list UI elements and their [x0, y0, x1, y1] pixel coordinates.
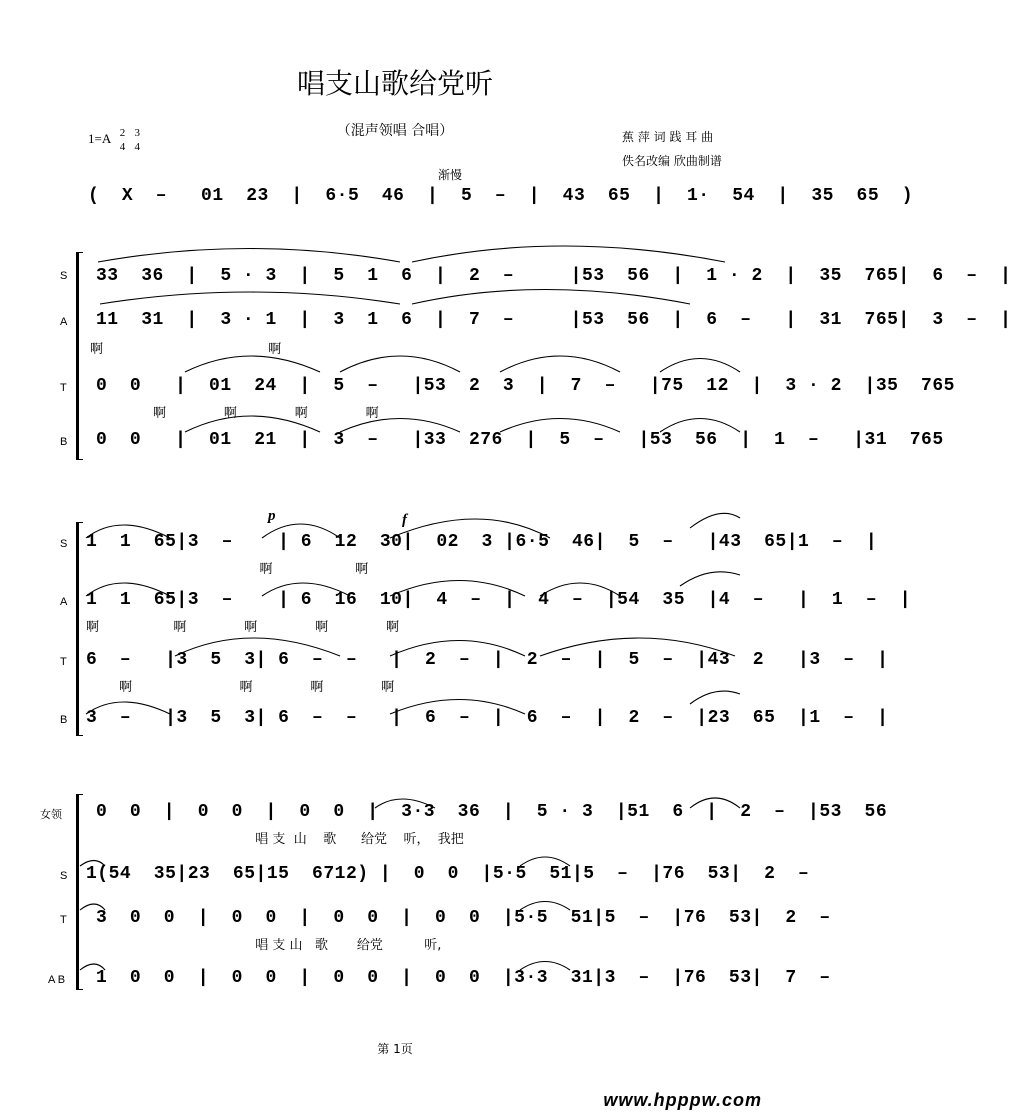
s3-soprano-line: 1(54 35|23 65|15 6712) | 0 0 |5·5 51|5 – |76 53| 2 – [86, 864, 810, 884]
voice-label-a2: A [60, 596, 68, 608]
s3-tenor-line: 3 0 0 | 0 0 | 0 0 | 0 0 |5·5 51|5 – |76 53| 2 – [96, 908, 831, 928]
voice-label-solo: 女领 [40, 809, 62, 821]
s3-tenor-lyrics: 唱 支 山 歌 给党 听, [90, 938, 442, 953]
s1-alto-lyrics: 啊 啊 [90, 342, 282, 357]
credit-arranger: 佚名改编 欣曲制谱 [622, 154, 722, 168]
page-number: 第 1页 [377, 1042, 413, 1056]
voice-label-t1: T [60, 382, 67, 394]
s1-tenor-lyrics: 啊 啊 啊 啊 [120, 406, 379, 421]
s3-ab-line: 1 0 0 | 0 0 | 0 0 | 0 0 |3·3 31|3 – |76 53| 7 – [96, 968, 831, 988]
s2-tenor-lyrics: 啊 啊 啊 啊 [86, 680, 395, 695]
voice-label-t2: T [60, 656, 67, 668]
key-label: 1=A [88, 130, 111, 146]
s3-solo-lyrics: 唱 支 山 歌 给党 听， 我把 [90, 832, 464, 847]
intro-line: ( X – 01 23 | 6·5 46 | 5 – | 43 65 | 1· 54 | 35 65 ) [88, 186, 914, 206]
watermark: www.hpppw.com [603, 1090, 762, 1110]
voice-label-t3: T [60, 914, 67, 926]
voice-label-s2: S [60, 538, 68, 550]
s1-soprano-line: 33 36 | 5 · 3 | 5 1 6 | 2 – |53 56 | 1 · 2 | 35 765| 6 – | [96, 266, 1011, 286]
s1-alto-line: 11 31 | 3 · 1 | 3 1 6 | 7 – |53 56 | 6 – | 31 765| 3 – | [96, 310, 1011, 330]
dynamic-p: p [268, 508, 276, 524]
voice-label-b2: B [60, 714, 68, 726]
s2-soprano-lyrics: 啊 啊 [86, 562, 369, 577]
s2-alto-line: 1 1 65|3 – | 6 16 10| 4 – | 4 – |54 35 |4 – | 1 – | [86, 590, 912, 610]
s2-soprano-line: 1 1 65|3 – | 6 12 30| 02 3 |6·5 46| 5 – |43 65|1 – | [86, 532, 878, 552]
voice-label-s3: S [60, 870, 68, 882]
dynamic-f: f [402, 512, 407, 528]
tempo-marking: 渐慢 [438, 168, 463, 182]
s2-alto-lyrics: 啊 啊 啊 啊 啊 [86, 620, 399, 635]
s1-tenor-line: 0 0 | 01 24 | 5 – |53 2 3 | 7 – |75 12 | 3 · 2 |35 765 [96, 376, 955, 396]
voice-label-b1: B [60, 436, 68, 448]
voice-label-ab3: A B [48, 974, 66, 986]
voice-label-s1: S [60, 270, 68, 282]
subtitle: （混声领唱 合唱） [336, 123, 454, 139]
s2-bass-line: 3 – |3 5 3| 6 – – | 6 – | 6 – | 2 – |23 65 |1 – | [86, 708, 889, 728]
s1-bass-line: 0 0 | 01 21 | 3 – |33 276 | 5 – |53 56 | 1 – |31 765 [96, 430, 944, 450]
s2-tenor-line: 6 – |3 5 3| 6 – – | 2 – | 2 – | 5 – |43 2 |3 – | [86, 650, 889, 670]
system2-brace [76, 522, 83, 736]
credit-lyricist-composer: 蕉 萍 词 践 耳 曲 [622, 130, 714, 144]
system3-brace [76, 794, 83, 990]
time-signature-b: 3 4 [134, 127, 141, 153]
s3-solo-line: 0 0 | 0 0 | 0 0 | 3·3 36 | 5 · 3 |51 6 | 2 – |53 56 [96, 802, 888, 822]
page-title: 唱支山歌给党听 [296, 67, 493, 100]
time-signature-a: 2 4 [119, 127, 126, 153]
voice-label-a1: A [60, 316, 68, 328]
system1-brace [76, 252, 83, 460]
